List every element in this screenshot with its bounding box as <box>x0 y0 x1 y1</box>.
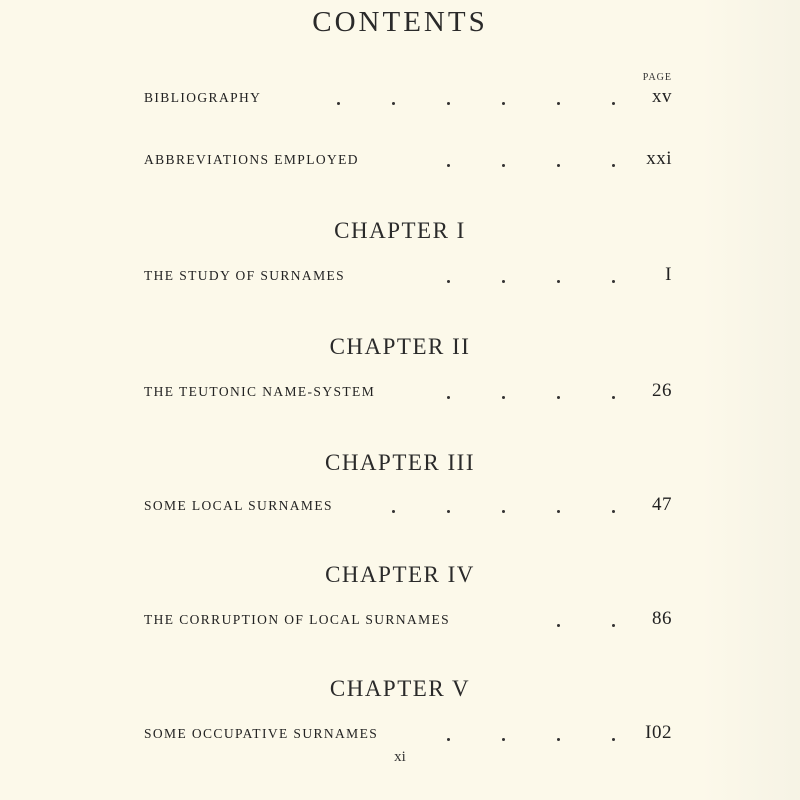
toc-entry-page: 47 <box>652 494 672 515</box>
toc-entry-label: ABBREVIATIONS EMPLOYED <box>144 152 359 167</box>
toc-entry-chapter-3[interactable] <box>144 492 672 520</box>
leader-dot <box>447 280 450 283</box>
leader-dot <box>612 510 615 513</box>
toc-entry-chapter-2[interactable] <box>144 378 672 406</box>
toc-entry-page: 26 <box>652 380 672 401</box>
toc-entry-label: SOME OCCUPATIVE SURNAMES <box>144 726 379 741</box>
toc-entry-label: BIBLIOGRAPHY <box>144 90 262 105</box>
leader-dot <box>502 510 505 513</box>
leader-dot <box>557 102 560 105</box>
leader-dot <box>502 102 505 105</box>
chapter-heading: CHAPTER IV <box>325 562 475 587</box>
chapter-heading: CHAPTER V <box>329 676 471 701</box>
toc-entry-chapter-4[interactable] <box>144 606 672 634</box>
leader-dot <box>392 510 395 513</box>
toc-entry-abbreviations[interactable] <box>144 146 672 174</box>
leader-dot <box>612 280 615 283</box>
chapter-heading: CHAPTER I <box>334 218 466 243</box>
toc-entry-chapter-5[interactable] <box>144 720 672 748</box>
leader-dot <box>557 280 560 283</box>
leader-dot <box>447 510 450 513</box>
contents-title: CONTENTS <box>312 6 488 38</box>
leader-dot <box>557 164 560 167</box>
leader-dot <box>447 738 450 741</box>
leader-dot <box>392 102 395 105</box>
leader-dot <box>557 396 560 399</box>
page-column-label: PAGE <box>642 72 672 83</box>
leader-dot <box>502 280 505 283</box>
leader-dot <box>557 510 560 513</box>
chapter-heading: CHAPTER III <box>324 450 476 475</box>
leader-dot <box>447 396 450 399</box>
leader-dot <box>557 738 560 741</box>
leader-dot <box>447 164 450 167</box>
leader-dot <box>502 164 505 167</box>
leader-dot <box>557 624 560 627</box>
page-folio: xi <box>394 749 406 765</box>
toc-entry-page: xxi <box>646 148 672 169</box>
leader-dot <box>612 396 615 399</box>
chapter-heading: CHAPTER II <box>329 334 471 359</box>
toc-entry-chapter-1[interactable] <box>144 262 672 290</box>
toc-entry-page: xv <box>652 86 672 107</box>
toc-entry-label: SOME LOCAL SURNAMES <box>144 498 333 513</box>
leader-dot <box>612 738 615 741</box>
toc-entry-label: THE CORRUPTION OF LOCAL SURNAMES <box>144 612 451 627</box>
toc-entry-label: THE STUDY OF SURNAMES <box>144 268 346 283</box>
toc-entry-label: THE TEUTONIC NAME-SYSTEM <box>144 384 376 399</box>
leader-dot <box>502 738 505 741</box>
leader-dot <box>447 102 450 105</box>
toc-entry-bibliography[interactable] <box>144 84 672 112</box>
leader-dot <box>612 102 615 105</box>
leader-dot <box>612 624 615 627</box>
leader-dot <box>337 102 340 105</box>
leader-dot <box>612 164 615 167</box>
toc-entry-page: 86 <box>652 608 672 629</box>
leader-dot <box>502 396 505 399</box>
toc-entry-page: I02 <box>645 722 672 743</box>
toc-entry-page: I <box>665 264 672 285</box>
